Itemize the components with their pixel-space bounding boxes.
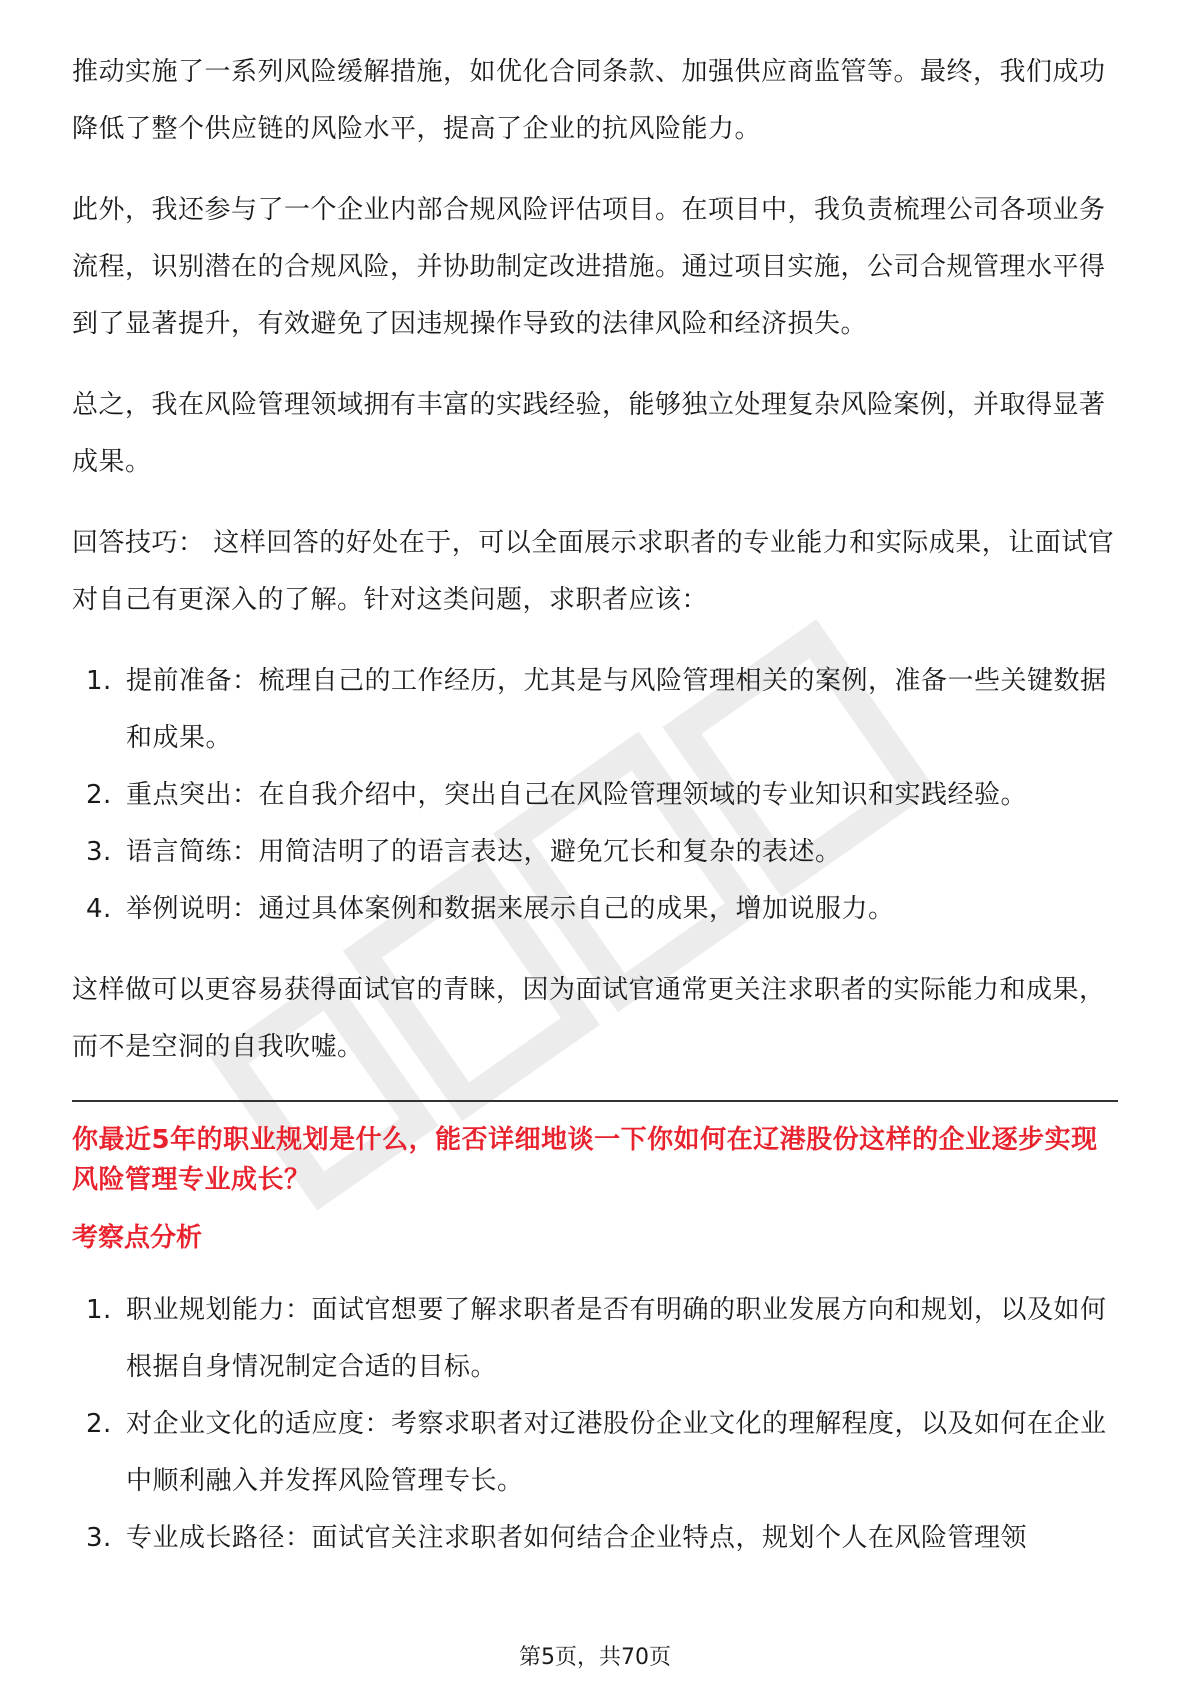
- list-number: 4.: [86, 894, 112, 924]
- list-number: 2.: [86, 780, 112, 810]
- list-number: 3.: [86, 837, 112, 867]
- list-item: [72, 653, 1118, 767]
- list-item: [72, 824, 1118, 881]
- list-item: [72, 881, 1118, 938]
- paragraph: 推动实施了一系列风险缓解措施，如优化合同条款、加强供应商监管等。最终，我们成功降低了整个供应链的风险水平，提高了企业的抗风险能力。: [72, 57, 1106, 144]
- list-text: 语言简练：用简洁明了的语言表达，避免冗长和复杂的表述。: [126, 837, 842, 867]
- list-number: 2.: [86, 1409, 112, 1439]
- list-number: 3.: [86, 1523, 112, 1553]
- list-text: 重点突出：在自我介绍中，突出自己在风险管理领域的专业知识和实践经验。: [126, 780, 1028, 810]
- main-content: [72, 44, 1118, 1591]
- list-item: [72, 1282, 1118, 1396]
- list-item: [72, 767, 1118, 824]
- list-text: 举例说明：通过具体案例和数据来展示自己的成果，增加说服力。: [126, 894, 895, 924]
- paragraph: 总之，我在风险管理领域拥有丰富的实践经验，能够独立处理复杂风险案例，并取得显著成果。: [72, 390, 1106, 477]
- list-text: 对企业文化的适应度：考察求职者对辽港股份企业文化的理解程度，以及如何在企业中顺利融入并发挥风险管理专长。: [126, 1409, 1107, 1496]
- analysis-heading: 考察点分析: [72, 1223, 203, 1253]
- closing-paragraph: 这样做可以更容易获得面试官的青睐，因为面试官通常更关注求职者的实际能力和成果，而不是空洞的自我吹嘘。: [72, 975, 1106, 1062]
- list-text: 提前准备：梳理自己的工作经历，尤其是与风险管理相关的案例，准备一些关键数据和成果。: [126, 666, 1107, 753]
- tips-list: [72, 653, 1118, 938]
- list-number: 1.: [86, 666, 112, 696]
- section-divider: [72, 1100, 1118, 1102]
- paragraph: 此外，我还参与了一个企业内部合规风险评估项目。在项目中，我负责梳理公司各项业务流程，识别潜在的合规风险，并协助制定改进措施。通过项目实施，公司合规管理水平得到了显著提升，有效避免了因违规操作导致的法律风险和经济损失。: [72, 195, 1106, 339]
- list-item: [72, 1396, 1118, 1510]
- list-text: 职业规划能力：面试官想要了解求职者是否有明确的职业发展方向和规划，以及如何根据自身情况制定合适的目标。: [126, 1295, 1107, 1382]
- list-item: [72, 1510, 1118, 1567]
- analysis-list: [72, 1282, 1118, 1567]
- list-number: 1.: [86, 1295, 112, 1325]
- answer-tips-paragraph: 回答技巧： 这样回答的好处在于，可以全面展示求职者的专业能力和实际成果，让面试官对自己有更深入的了解。针对这类问题，求职者应该：: [72, 528, 1115, 615]
- interview-question: 你最近5年的职业规划是什么，能否详细地谈一下你如何在辽港股份这样的企业逐步实现风险管理专业成长？: [72, 1125, 1098, 1195]
- list-text: 专业成长路径：面试官关注求职者如何结合企业特点，规划个人在风险管理领: [126, 1523, 1028, 1553]
- page-footer: 第5页，共70页: [519, 1645, 671, 1670]
